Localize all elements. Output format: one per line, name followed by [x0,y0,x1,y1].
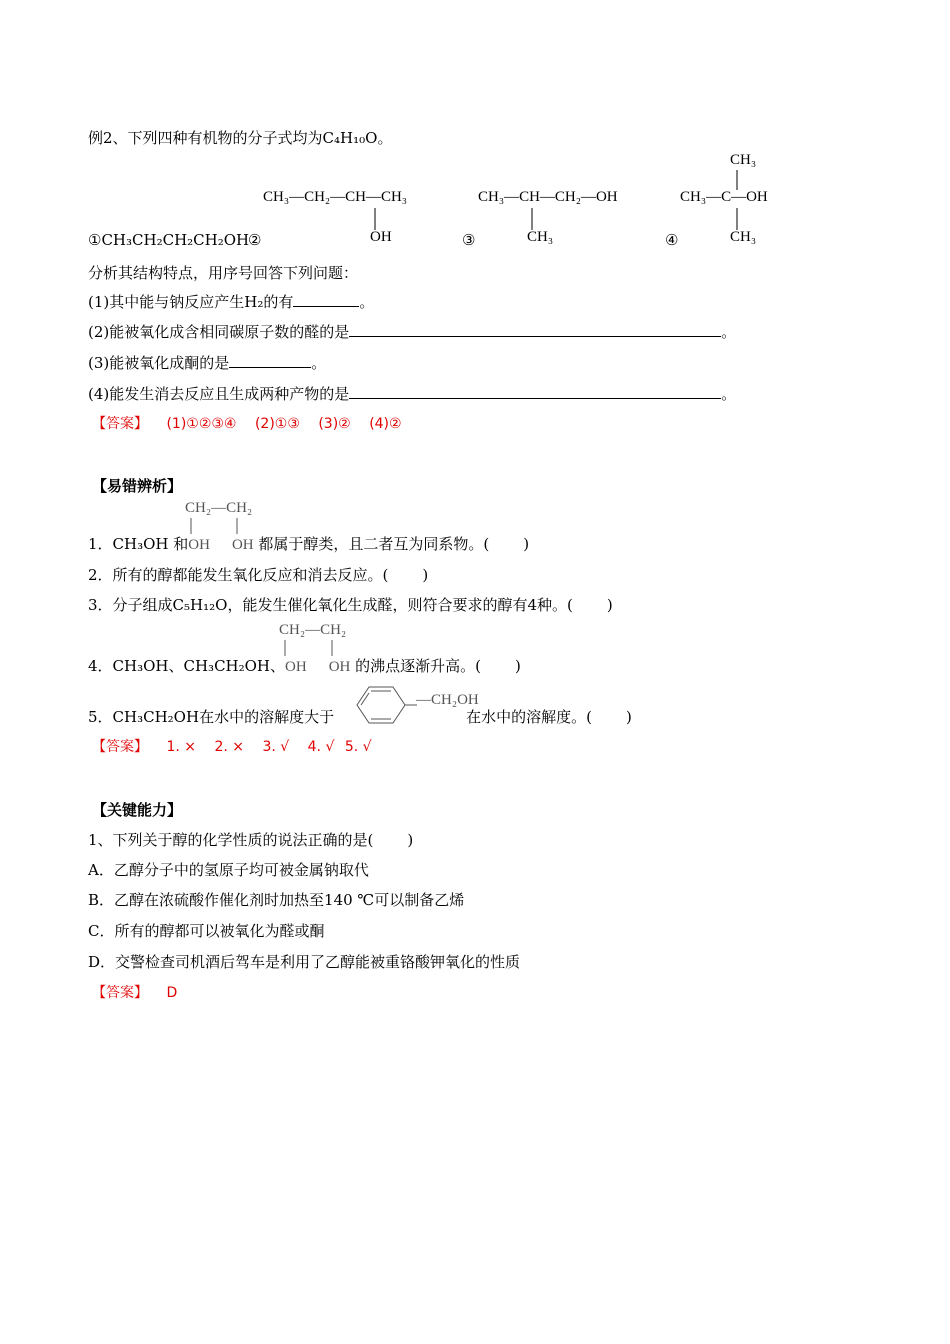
question-4 [88,383,736,404]
glycol-oh: OH [328,659,351,675]
mistake-2-pre: 2．所有的醇都能发生氧化反应和消去反应。( [88,566,389,584]
question-2-text: (2)能被氧化成含相同碳原子数的醛的是 [88,323,350,341]
compound-4-bond-top [732,170,742,190]
question-1-blank[interactable] [293,293,359,307]
question-2-blank[interactable] [349,323,721,337]
compound-2-bond [370,208,380,230]
compound-4-top: CH₃ [730,152,757,168]
glycol-oh: OH [285,659,307,675]
glycol-top-4: CH₂—CH₂ [279,622,347,638]
mistake-1 [88,533,529,554]
answer-item: 5. √ [344,739,372,755]
option-a: A．乙醇分子中的氢原子均可被金属钠取代 [88,861,369,879]
answer-item: (1)①②③④ [166,416,237,432]
glycol-bonds-1 [186,518,246,534]
question-2 [88,321,736,342]
mistake-3-close: ) [606,596,613,614]
compound-3-label: ③ [462,231,476,249]
answer-item: (3)② [318,416,351,432]
question-3-blank[interactable] [229,354,311,368]
answer-item: D [166,985,178,1001]
mistake-2 [88,564,428,585]
compound-2-oh: OH [370,229,392,245]
question-1-text: (1)其中能与钠反应产生H₂的有 [88,293,294,311]
mistake-4 [88,655,521,676]
option-c: C．所有的醇都可以被氧化为醛或酮 [88,922,325,940]
answer-item: 1. × [166,739,196,755]
compound-3-structure: CH₃—CH—CH₂—OH [478,189,618,205]
glycol-bonds-4 [280,640,340,656]
answer-item: (2)①③ [254,416,300,432]
option-d: D．交警检查司机酒后驾车是利用了乙醇能被重铬酸钾氧化的性质 [88,953,521,971]
question-1 [88,291,374,312]
compound-2-structure: CH₃—CH₂—CH—CH₃ [263,189,408,205]
compound-4-structure: CH₃—C—OH [680,189,768,205]
glycol-top-1: CH₂—CH₂ [185,500,253,516]
key-question-text: 1、下列关于醇的化学性质的说法正确的是( [88,831,374,849]
question-4-blank[interactable] [349,385,721,399]
compound-4-label: ④ [665,231,679,249]
mistake-5-pre: 5．CH₃CH₂OH在水中的溶解度大于 [88,708,335,726]
mistake-4-post: 的沸点逐渐升高。( [350,657,481,675]
mistake-1-close: ) [523,535,530,553]
question-3-text: (3)能被氧化成酮的是 [88,354,230,372]
question-3 [88,352,326,373]
answer-item: 3. √ [262,739,290,755]
answer-tag: 【答案】 [92,985,148,1001]
glycol-oh: OH [188,537,210,553]
mistake-2-close: ) [422,566,429,584]
compound-4-bond-bottom [732,208,742,230]
compound-3-ch3: CH₃ [527,229,554,245]
key-question-close: ) [407,831,414,849]
answer-item: 4. √ [307,739,335,755]
key-answer [92,982,177,1002]
compound-3-bond [527,208,537,230]
mistake-4-pre: 4．CH₃OH、CH₃CH₂OH、 [88,657,286,675]
question-3-end: 。 [311,354,327,372]
answer-item: (4)② [369,416,402,432]
question-4-end: 。 [721,385,737,403]
mistakes-heading: 【易错辨析】 [92,477,183,495]
mistake-3 [88,594,613,615]
compound-1-label: ①CH₃CH₂CH₂CH₂OH [88,231,250,249]
example-intro: 分析其结构特点，用序号回答下列问题： [88,264,359,282]
example-answer [92,413,402,433]
question-4-text: (4)能发生消去反应且生成两种产物的是 [88,385,350,403]
answer-item: 2. × [214,739,244,755]
glycol-oh: OH [231,537,254,553]
key-heading: 【关键能力】 [92,801,183,819]
mistake-3-pre: 3．分子组成C₅H₁₂O，能发生催化氧化生成醛，则符合要求的醇有4种。( [88,596,573,614]
question-1-end: 。 [359,293,375,311]
mistake-4-close: ) [514,657,521,675]
answer-tag: 【答案】 [92,739,148,755]
benzene-ring-icon [345,684,417,726]
answer-tag: 【答案】 [92,416,148,432]
mistake-1-pre: 1．CH₃OH 和 [88,535,189,553]
compound-2-label: ② [248,231,262,249]
mistake-1-post: 都属于醇类，且二者互为同系物。( [253,535,490,553]
question-2-end: 。 [721,323,737,341]
benzyl-ch2oh: —CH₂OH [416,692,479,708]
mistake-5-close: ) [625,708,632,726]
key-question [88,829,413,850]
mistakes-answer [92,736,372,756]
option-b: B．乙醇在浓硫酸作催化剂时加热至140 ℃可以制备乙烯 [88,891,465,909]
example-title: 例2、下列四种有机物的分子式均为C₄H₁₀O。 [88,129,393,147]
compound-4-bottom: CH₃ [730,229,757,245]
mistake-5-post: 在水中的溶解度。( [466,708,592,726]
